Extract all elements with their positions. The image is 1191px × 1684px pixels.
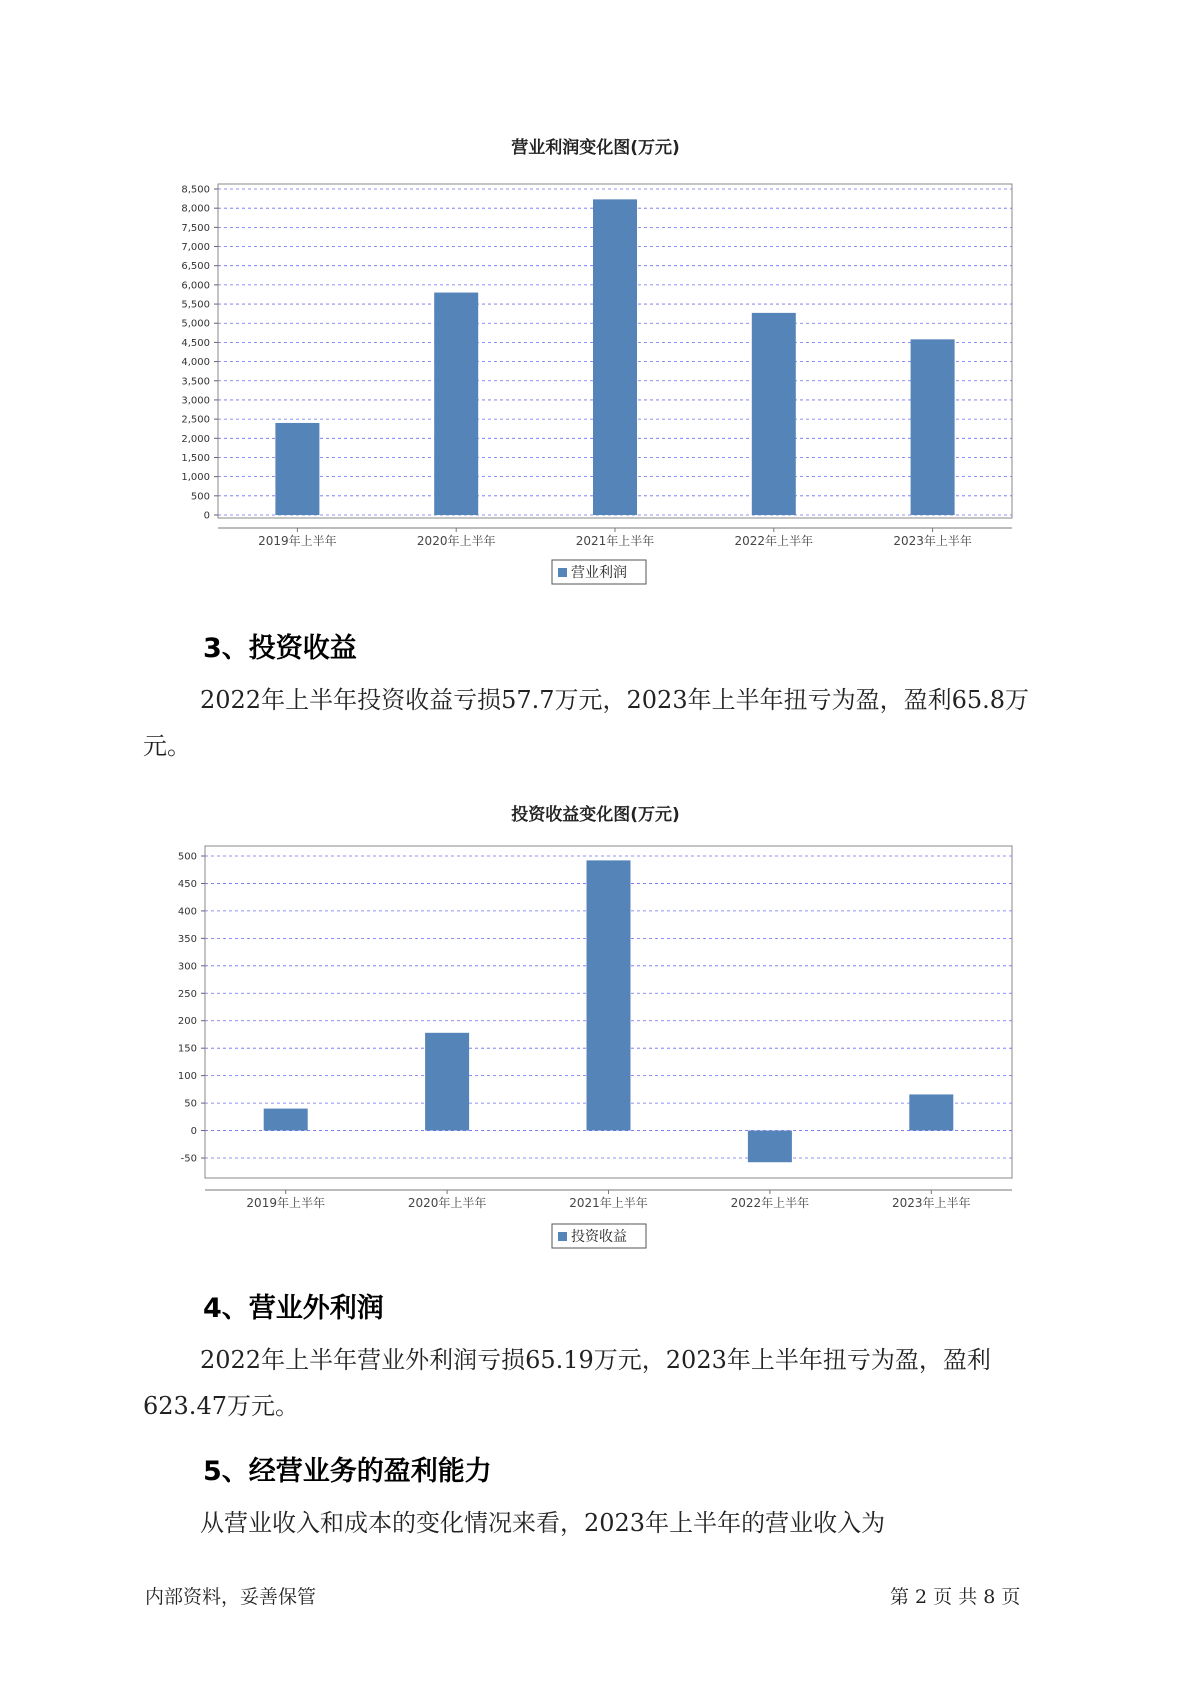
y-tick-label: 300 bbox=[177, 961, 197, 973]
y-tick-label: 50 bbox=[184, 1098, 197, 1110]
y-tick-label: 7,000 bbox=[181, 242, 210, 254]
y-tick-label: 500 bbox=[177, 851, 197, 863]
y-tick-label: 6,500 bbox=[181, 261, 210, 273]
bar bbox=[425, 1033, 469, 1131]
x-tick-label: 2022年上半年 bbox=[734, 534, 814, 548]
footer-page-number: 第 2 页 共 8 页 bbox=[890, 1586, 1021, 1608]
y-tick-label: 6,000 bbox=[181, 280, 210, 292]
bar bbox=[748, 1131, 792, 1163]
y-tick-label: 450 bbox=[177, 878, 197, 890]
y-tick-label: 0 bbox=[203, 510, 210, 522]
y-tick-label: 100 bbox=[177, 1071, 197, 1083]
legend-swatch bbox=[558, 1232, 567, 1241]
x-tick-label: 2022年上半年 bbox=[730, 1196, 810, 1210]
chart1-title: 营业利润变化图(万元) bbox=[511, 138, 680, 158]
y-tick-label: 150 bbox=[177, 1043, 197, 1055]
y-tick-label: 4,500 bbox=[181, 337, 210, 349]
y-tick-label: 7,500 bbox=[181, 222, 210, 234]
section-3-paragraph: 2022年上半年投资收益亏损57.7万元，2023年上半年扭亏为盈，盈利65.8万元。 bbox=[143, 686, 1030, 760]
bar bbox=[264, 1109, 308, 1131]
y-tick-label: -50 bbox=[180, 1153, 197, 1165]
bar bbox=[911, 339, 955, 515]
y-tick-label: 1,500 bbox=[181, 452, 210, 464]
legend-swatch bbox=[558, 568, 567, 577]
legend-label: 营业利润 bbox=[571, 565, 627, 581]
bar bbox=[593, 199, 637, 515]
section-5-heading: 5、经营业务的盈利能力 bbox=[203, 1456, 492, 1487]
y-tick-label: 8,000 bbox=[181, 203, 210, 215]
y-tick-label: 400 bbox=[177, 906, 197, 918]
bar bbox=[752, 313, 796, 515]
y-tick-label: 5,000 bbox=[181, 318, 210, 330]
x-tick-label: 2020年上半年 bbox=[407, 1196, 487, 1210]
y-tick-label: 3,500 bbox=[181, 376, 210, 388]
y-tick-label: 5,500 bbox=[181, 299, 210, 311]
y-tick-label: 1,000 bbox=[181, 472, 210, 484]
y-tick-label: 3,000 bbox=[181, 395, 210, 407]
legend-label: 投资收益 bbox=[571, 1229, 627, 1245]
operating-profit-chart bbox=[0, 160, 1191, 590]
bar bbox=[275, 423, 319, 515]
x-tick-label: 2023年上半年 bbox=[893, 534, 972, 548]
section-3-heading: 3、投资收益 bbox=[203, 633, 357, 664]
section-5-paragraph: 从营业收入和成本的变化情况来看，2023年上半年的营业收入为 bbox=[200, 1509, 886, 1537]
chart2-title: 投资收益变化图(万元) bbox=[511, 805, 680, 825]
y-tick-label: 4,000 bbox=[181, 357, 210, 369]
x-tick-label: 2021年上半年 bbox=[575, 534, 655, 548]
bar bbox=[434, 293, 478, 515]
y-tick-label: 2,500 bbox=[181, 414, 210, 426]
x-tick-label: 2019年上半年 bbox=[258, 534, 337, 548]
x-tick-label: 2021年上半年 bbox=[569, 1196, 648, 1210]
investment-income-chart bbox=[0, 828, 1191, 1258]
y-tick-label: 500 bbox=[190, 491, 210, 503]
bar bbox=[587, 860, 631, 1130]
y-tick-label: 0 bbox=[190, 1126, 197, 1138]
bar bbox=[909, 1094, 953, 1130]
x-tick-label: 2019年上半年 bbox=[246, 1196, 325, 1210]
y-tick-label: 350 bbox=[177, 933, 197, 945]
section-4-heading: 4、营业外利润 bbox=[203, 1293, 384, 1324]
x-tick-label: 2023年上半年 bbox=[892, 1196, 971, 1210]
y-tick-label: 250 bbox=[177, 988, 197, 1000]
section-4-paragraph: 2022年上半年营业外利润亏损65.19万元，2023年上半年扭亏为盈，盈利623.47万元。 bbox=[143, 1346, 991, 1420]
y-tick-label: 8,500 bbox=[181, 184, 210, 196]
footer-left: 内部资料，妥善保管 bbox=[145, 1586, 317, 1608]
y-tick-label: 200 bbox=[177, 1016, 197, 1028]
y-tick-label: 2,000 bbox=[181, 433, 210, 445]
x-tick-label: 2020年上半年 bbox=[416, 534, 496, 548]
